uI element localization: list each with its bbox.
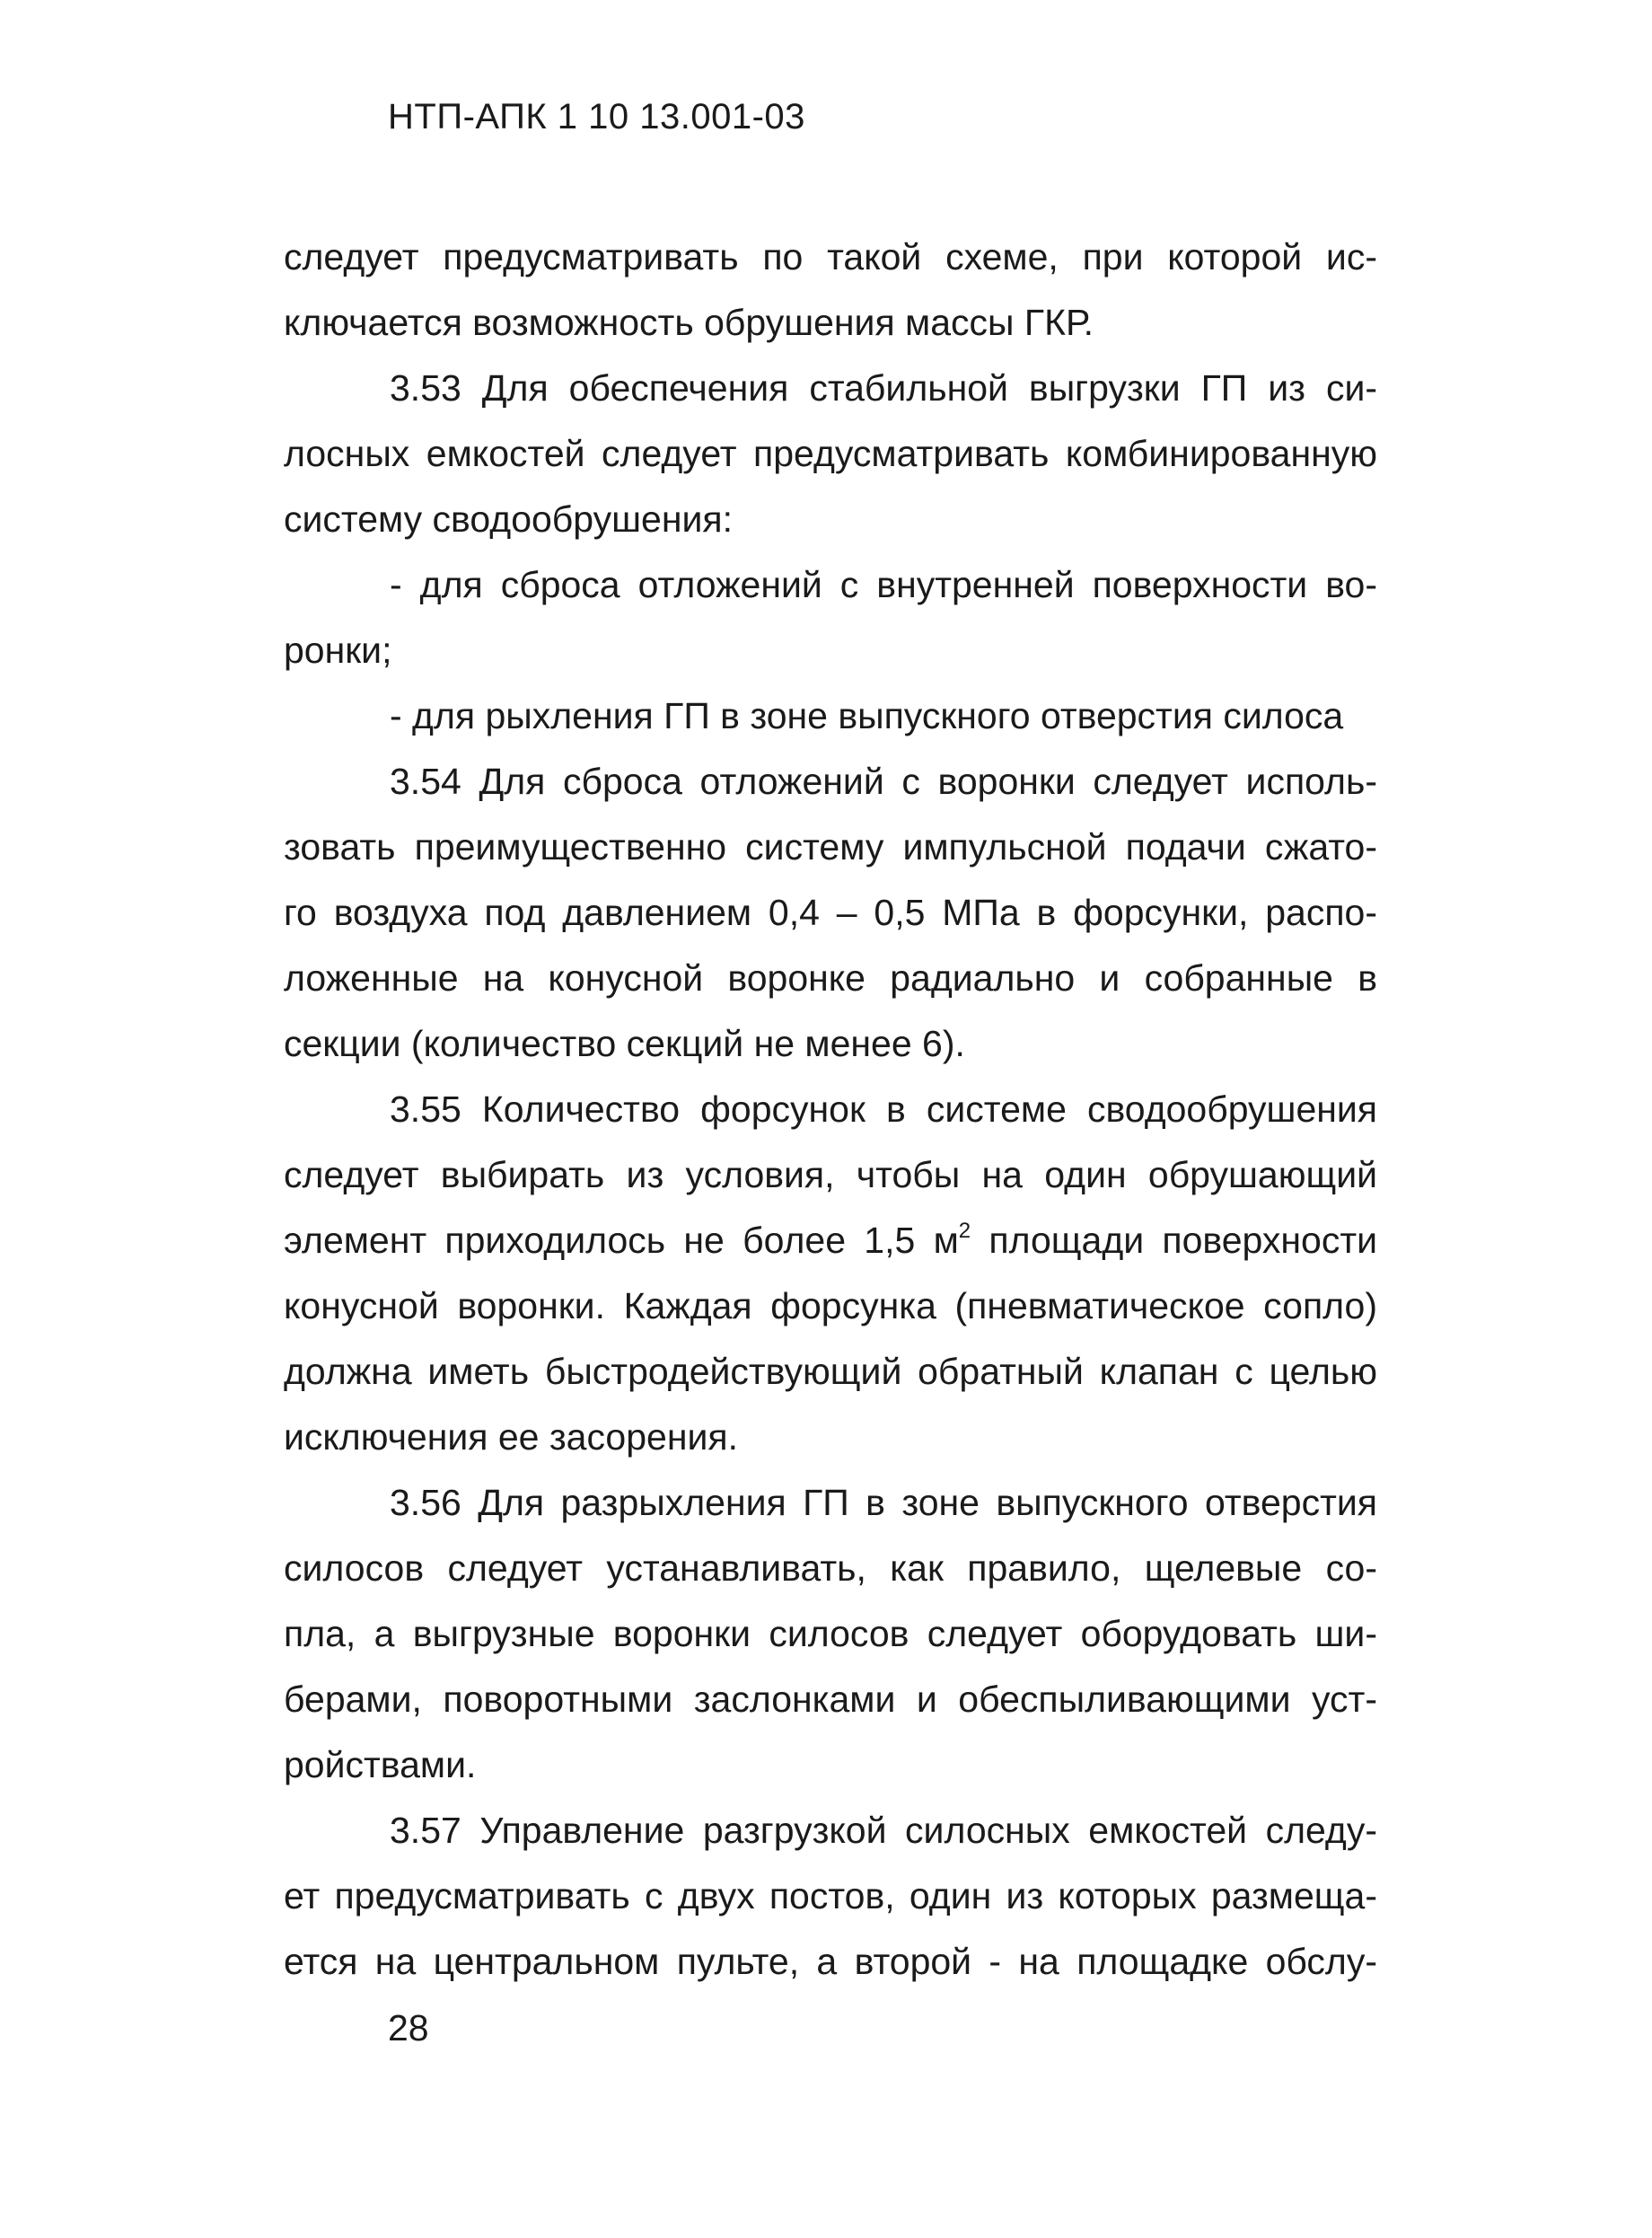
text-line: исключения ее засорения. (284, 1416, 738, 1458)
text-line: лосных емкостей следует предусматривать комбинированную (284, 433, 1377, 474)
document-header: НТП-АПК 1 10 13.001-03 (388, 97, 805, 137)
text-line: силосов следует устанавливать, как правило, щелевые со- (284, 1547, 1377, 1589)
text-fragment: площади поверхности (971, 1220, 1378, 1261)
text-line (284, 1208, 1377, 1273)
text-line: должна иметь быстродействующий обратный клапан с целью (284, 1351, 1377, 1392)
list-item-line: - для рыхления ГП в зоне выпускного отверстия силоса (390, 695, 1344, 736)
text-fragment: элемент приходилось не более 1,5 м (284, 1220, 959, 1261)
paragraph-3-53-line: 3.53 Для обеспечения стабильной выгрузки ГП из си- (390, 367, 1377, 409)
text-line: систему сводообрушения: (284, 498, 733, 540)
paragraph-3-55-line: 3.55 Количество форсунок в системе сводообрушения (390, 1088, 1377, 1130)
text-line: пла, а выгрузные воронки силосов следует оборудовать ши- (284, 1613, 1377, 1654)
text-line: зовать преимущественно систему импульсной подачи сжато- (284, 826, 1377, 868)
text-line: ключается возможность обрушения массы ГКР. (284, 302, 1094, 343)
text-line: ронки; (284, 630, 392, 671)
paragraph-3-57-line: 3.57 Управление разгрузкой силосных емкостей следу- (390, 1810, 1377, 1851)
text-line: секции (количество секций не менее 6). (284, 1023, 965, 1064)
text-line: следует выбирать из условия, чтобы на один обрушающий (284, 1154, 1377, 1195)
text-line: го воздуха под давлением 0,4 – 0,5 МПа в форсунки, распо- (284, 892, 1377, 933)
text-line: ется на центральном пульте, а второй - на площадке обслу- (284, 1941, 1377, 1982)
document-body (284, 225, 1377, 1995)
text-line: берами, поворотными заслонками и обеспыливающими уст- (284, 1678, 1377, 1720)
text-line: ройствами. (284, 1744, 477, 1785)
list-item-line: - для сброса отложений с внутренней поверхности во- (390, 564, 1377, 605)
text-line: конусной воронки. Каждая форсунка (пневматическое сопло) (284, 1285, 1377, 1326)
text-line: ет предусматривать с двух постов, один из которых размеща- (284, 1875, 1377, 1916)
paragraph-3-54-line: 3.54 Для сброса отложений с воронки следует исполь- (390, 761, 1377, 802)
page-number: 28 (388, 2007, 429, 2049)
superscript-2: 2 (958, 1219, 971, 1244)
paragraph-3-56-line: 3.56 Для разрыхления ГП в зоне выпускного отверстия (390, 1482, 1377, 1523)
text-line: ложенные на конусной воронке радиально и собранные в (284, 957, 1377, 999)
text-line: следует предусматривать по такой схеме, при которой ис- (284, 236, 1377, 278)
